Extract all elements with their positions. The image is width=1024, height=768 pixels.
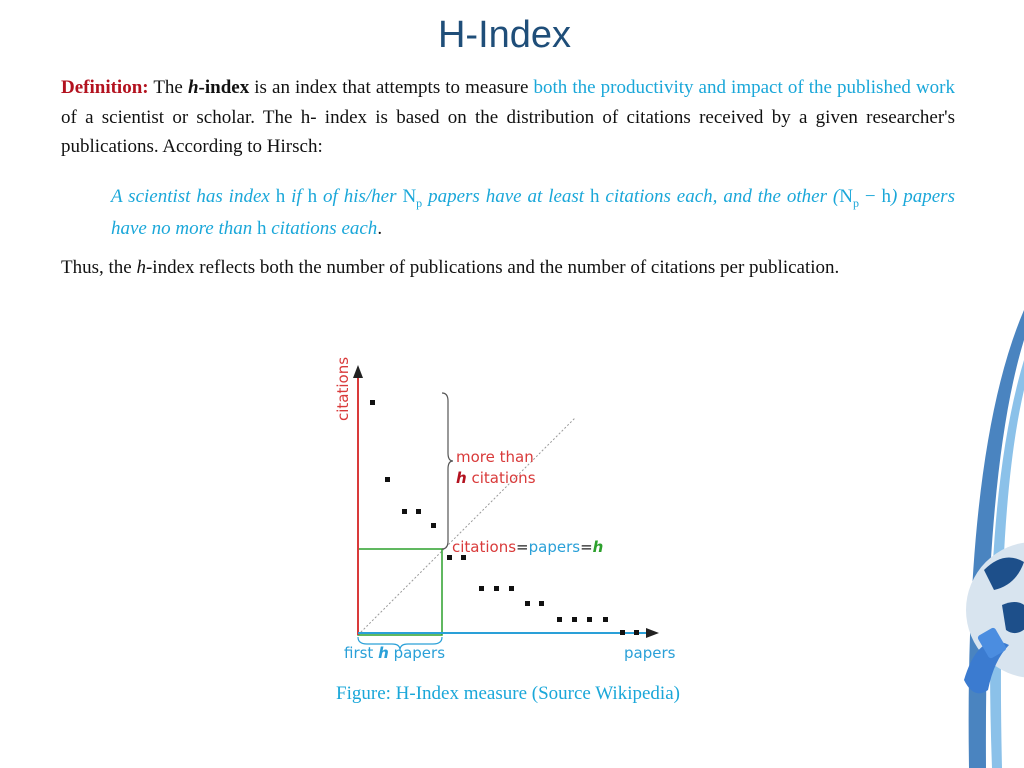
conclusion-paragraph: Thus, the h-index reflects both the number of publications and the number of citations per publication. (61, 257, 840, 278)
first-h-papers-label: first h papers (344, 644, 446, 662)
data-point (402, 509, 407, 514)
data-point (572, 617, 577, 622)
more-than-label: more than (456, 448, 534, 466)
data-point (479, 586, 484, 591)
equation-label: citations=papers=h (452, 538, 604, 556)
definition-term: h-index (187, 77, 250, 98)
data-point (603, 617, 608, 622)
more-than-brace (442, 393, 453, 549)
data-point (509, 586, 514, 591)
page-title: H-Index (437, 14, 572, 56)
data-point (525, 601, 530, 606)
definition-label: Definition: (61, 77, 149, 98)
data-point (370, 400, 375, 405)
figure-caption: Figure: H-Index measure (Source Wikipedia) (336, 683, 680, 704)
data-point (634, 630, 639, 635)
h-index-diagram (325, 335, 705, 675)
globe-decoration (924, 300, 1024, 768)
definition-paragraph (61, 73, 955, 162)
data-point (494, 586, 499, 591)
data-point (620, 630, 625, 635)
data-point (539, 601, 544, 606)
paper-points (370, 400, 639, 635)
definition-highlight: both the productivity and impact of the published work (533, 77, 955, 98)
h-square (358, 549, 442, 635)
definition-text-2: is an index that attempts to measure (249, 77, 534, 98)
definition-text-1: The (148, 77, 188, 98)
y-axis-label: citations (334, 356, 352, 421)
data-point (385, 477, 390, 482)
data-point (587, 617, 592, 622)
h-citations-label: h citations (456, 469, 536, 487)
data-point (416, 509, 421, 514)
hirsch-quote: A scientist has index h if h of his/her $N_p$ papers have at least h citations each, and the other $(N_p - h)$ papers have no more than h citations each. (111, 186, 955, 240)
data-point (431, 523, 436, 528)
y-axis-arrow (353, 365, 363, 378)
x-axis-arrow (646, 628, 659, 638)
definition-text-3: of a scientist or scholar. The h- index is based on the distribution of citations received by a given researcher's publications. According to Hirsch: (61, 106, 955, 157)
x-axis-label: papers (624, 644, 676, 662)
data-point (557, 617, 562, 622)
